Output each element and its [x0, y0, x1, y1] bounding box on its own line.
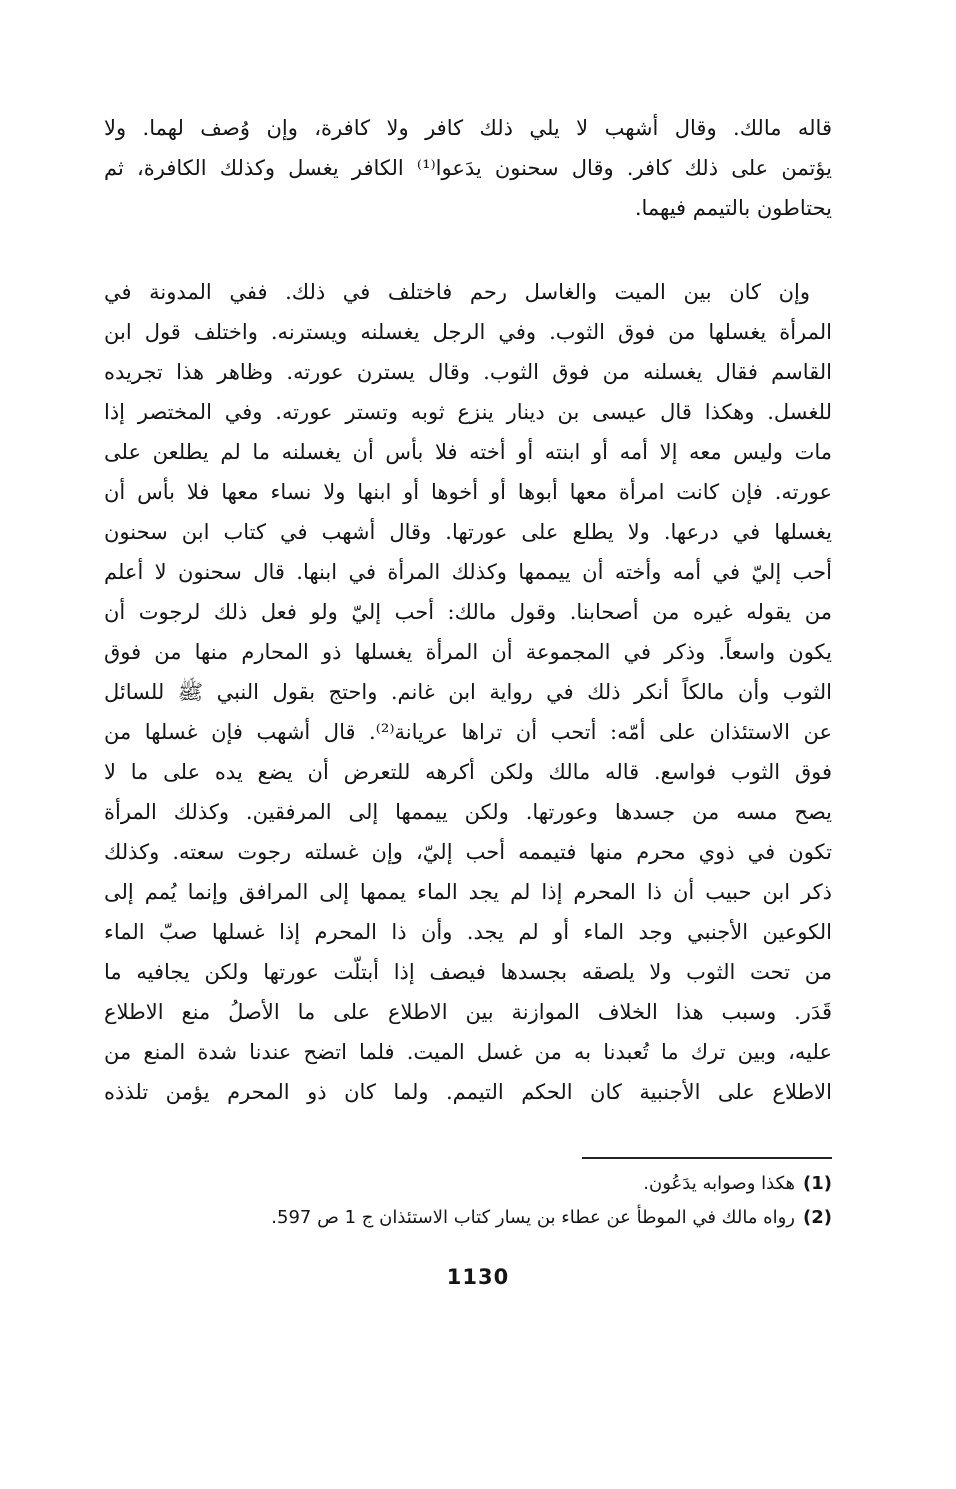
text-line: يؤتمن على ذلك كافر. وقال سحنون يدَعوا⁽¹⁾ الكافر يغسل وكذلك الكافرة، ثم [104, 156, 832, 180]
text-line: أحب إليّ في أمه وأخته أن ييممها وكذلك المرأة في ابنها. قال سحنون لا أعلم [104, 560, 832, 584]
footnotes [104, 1167, 832, 1235]
text-line: وإن كان بين الميت والغاسل رحم فاختلف في ذلك. ففي المدونة في [104, 280, 810, 304]
footnote-number: (2) [803, 1207, 832, 1228]
text-line: يحتاطون بالتيمم فيهما. [634, 196, 832, 220]
text-line: يغسلها في درعها. ولا يطلع على عورتها. وقال أشهب في كتاب ابن سحنون [104, 520, 832, 544]
text-line: يكون واسعاً. وذكر في المجموعة أن المرأة يغسلها ذو المحارم منها من فوق [104, 640, 832, 664]
text-line: الاطلاع على الأجنبية كان الحكم التيمم. ولما كان ذو المحرم يؤمن تلذذه [104, 1080, 832, 1104]
text-line: عن الاستئذان على أمّه: أتحب أن تراها عريانة⁽²⁾. قال أشهب فإن غسلها من [104, 720, 832, 744]
text-line: تكون في ذوي محرم منها فتيممه أحب إليّ، وإن غسلته رجوت سعته. وكذلك [104, 840, 832, 864]
text-line: مات وليس معه إلا أمه أو ابنته أو أخته فلا بأس أن يغسلنه ما لم يطلعن على [104, 440, 832, 464]
text-line: قَدَر. وسبب هذا الخلاف الموازنة بين الاطلاع على ما الأصلُ منع الاطلاع [104, 1000, 832, 1024]
text-line: للغسل. وهكذا قال عيسى بن دينار ينزع ثوبه وتستر عورته. وفي المختصر إذا [104, 400, 832, 424]
text-line: القاسم فقال يغسلنه من فوق الثوب. وقال يسترن عورته. وظاهر هذا تجريده [104, 360, 832, 384]
paragraph-1 [104, 108, 832, 228]
footnote-number: (1) [803, 1173, 832, 1194]
text-line: من تحت الثوب ولا يلصقه بجسدها فيصف إذا أبتلّت عورتها ولكن يجافيه ما [104, 960, 832, 984]
text-line: يصح مسه من جسدها وعورتها. ولكن ييممها إلى المرفقين. وكذلك المرأة [104, 800, 832, 824]
footnote-text: رواه مالك في الموطأ عن عطاء بن يسار كتاب الاستئذان ج 1 ص 597. [271, 1207, 795, 1228]
text-line: قاله مالك. وقال أشهب لا يلي ذلك كافر ولا كافرة، وإن وُصف لهما. ولا [104, 116, 832, 140]
text-line: عليه، وبين ترك ما تُعبدنا به من غسل الميت. فلما اتضح عندنا شدة المنع من [104, 1040, 832, 1064]
text-line: من يقوله غيره من أصحابنا. وقول مالك: أحب إليّ ولو فعل ذلك لرجوت أن [104, 600, 832, 624]
text-line: الكوعين الأجنبي وجد الماء أو لم يجد. وأن ذا المحرم إذا غسلها صبّ الماء [104, 920, 832, 944]
footnote-2 [104, 1201, 832, 1235]
text-line: ذكر ابن حبيب أن ذا المحرم إذا لم يجد الماء يممها إلى المرافق وإنما يُمم إلى [104, 880, 832, 904]
text-line: المرأة يغسلها من فوق الثوب. وفي الرجل يغسلنه ويسترنه. واختلف قول ابن [104, 320, 832, 344]
text-line: الثوب وأن مالكاً أنكر ذلك في رواية ابن غانم. واحتج بقول النبي ﷺ للسائل [104, 680, 832, 704]
paragraph-2 [104, 272, 832, 1112]
footnote-text: هكذا وصوابه يدَعُون. [643, 1173, 795, 1194]
text-line: فوق الثوب فواسع. قاله مالك ولكن أكرهه للتعرض أن يضع يده على ما لا [104, 760, 832, 784]
footnote-1 [104, 1167, 832, 1201]
footnote-separator [582, 1157, 832, 1159]
page-number: 1130 [446, 1265, 510, 1289]
text-line: عورته. فإن كانت امرأة معها أبوها أو أخوها أو ابنها ولا نساء معها فلا بأس أن [104, 480, 832, 504]
